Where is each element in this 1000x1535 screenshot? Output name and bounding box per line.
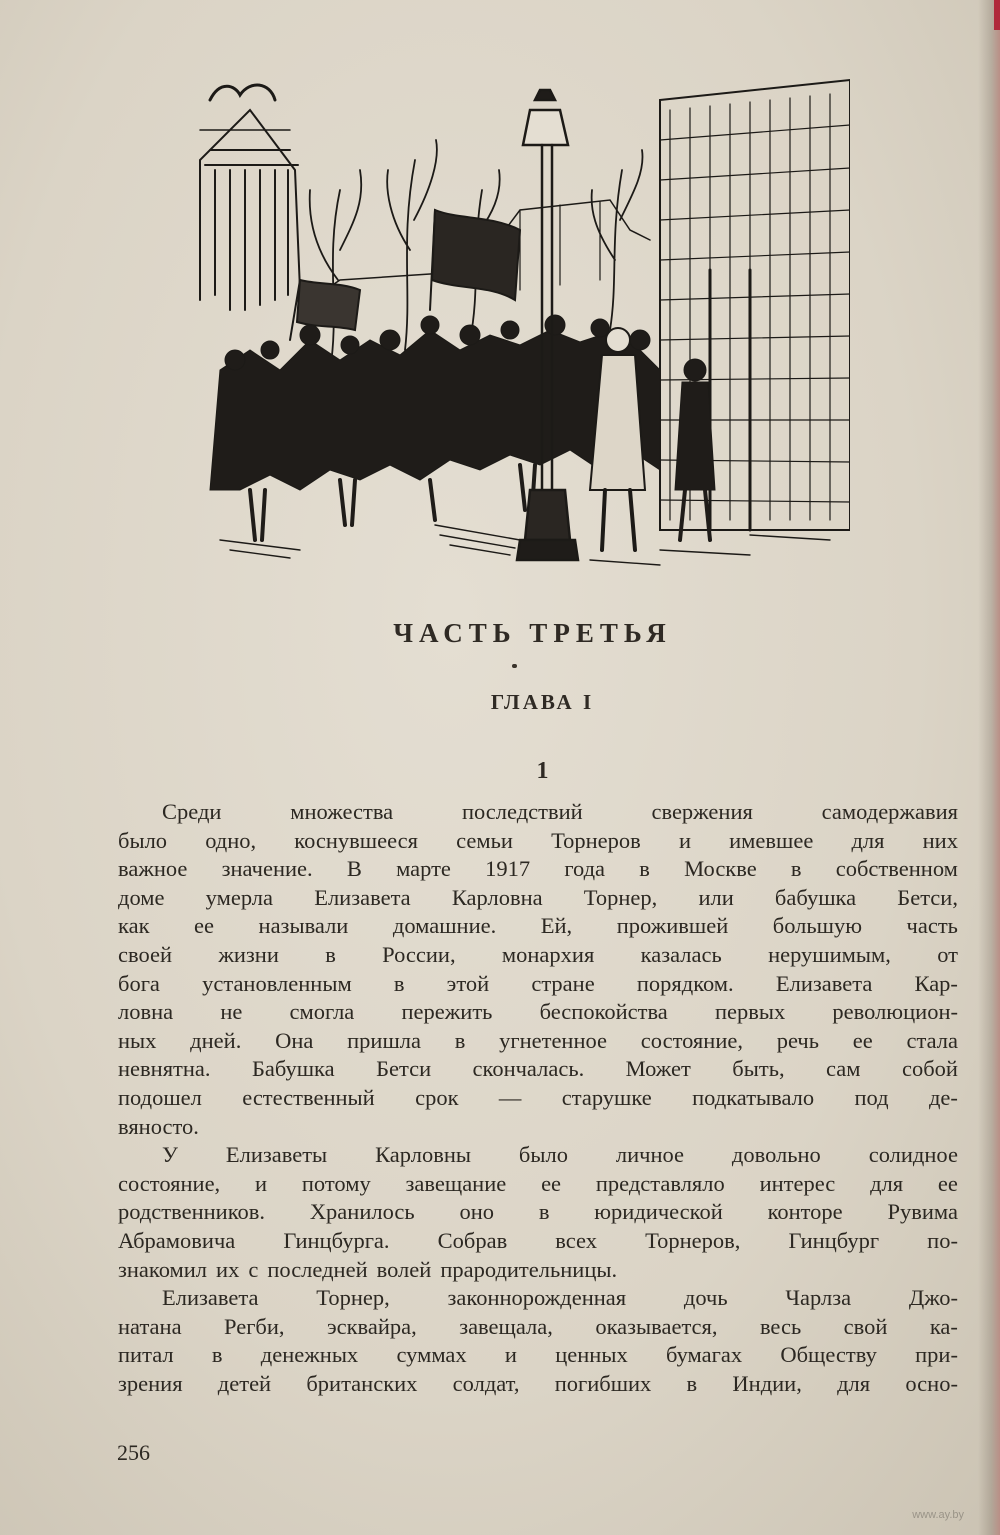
text-word: и <box>255 1170 268 1196</box>
text-word: собой <box>901 1056 958 1082</box>
text-word: в <box>538 1199 550 1225</box>
text-word: Торнер, <box>316 1285 390 1311</box>
text-word: срок <box>415 1084 459 1110</box>
text-word: своей <box>118 941 173 967</box>
street-demonstration-illustration <box>190 70 850 580</box>
text-line <box>118 1256 958 1285</box>
text-word: семьи <box>456 827 513 853</box>
text-word: было <box>518 1142 568 1168</box>
text-word: года <box>564 856 606 882</box>
text-word: как <box>118 913 150 939</box>
title-ornament-dot <box>512 664 517 668</box>
text-word: завещала, <box>459 1313 553 1339</box>
text-word: ловна <box>118 999 174 1025</box>
text-line <box>118 1170 958 1199</box>
text-word: при- <box>915 1342 958 1368</box>
text-word: В <box>346 856 362 882</box>
text-word: марте <box>396 856 451 882</box>
text-word: Москве <box>684 856 757 882</box>
text-word: для <box>870 1170 904 1196</box>
text-word: Торнер, <box>583 884 658 910</box>
text-word: большую <box>772 913 863 939</box>
text-word: Индии, <box>732 1370 802 1396</box>
text-word: Обществу <box>780 1342 877 1368</box>
text-word: России, <box>382 941 456 967</box>
text-word: умерла <box>205 884 274 910</box>
text-line <box>118 1055 958 1084</box>
text-word: солдат, <box>452 1370 520 1396</box>
text-word: прожившей <box>616 913 729 939</box>
text-word: Собрав <box>437 1227 508 1253</box>
text-word: родственников. <box>118 1199 266 1225</box>
text-word: домашние. <box>392 913 497 939</box>
text-word: под <box>854 1084 889 1110</box>
text-word: 1917 <box>485 856 531 882</box>
text-word: вяносто. <box>118 1113 199 1139</box>
text-word: Бетси, <box>897 884 958 910</box>
text-word: революцион- <box>832 999 958 1025</box>
text-word: Джо- <box>908 1285 958 1311</box>
text-word: значение. <box>221 856 313 882</box>
text-word: ее <box>852 1027 873 1053</box>
text-word: юридической <box>594 1199 723 1225</box>
text-word: оказывается, <box>595 1313 718 1339</box>
text-word: состояние, <box>118 1170 221 1196</box>
text-word: стала <box>906 1027 958 1053</box>
text-word: естественный <box>242 1084 375 1110</box>
text-word: завещание <box>405 1170 507 1196</box>
part-title: ЧАСТЬ ТРЕТЬЯ <box>393 618 672 648</box>
text-word: погибших <box>554 1370 652 1396</box>
text-word: них <box>922 827 958 853</box>
text-word: Елизаветы <box>225 1142 328 1168</box>
text-word: подкатывало <box>692 1084 815 1110</box>
text-word: солидное <box>868 1142 958 1168</box>
text-word: множества <box>290 799 394 824</box>
text-word: Может <box>625 1056 691 1082</box>
text-word: называли <box>258 913 349 939</box>
text-line <box>118 1370 958 1399</box>
text-word: прародительницы. <box>440 1256 618 1282</box>
text-word: ных <box>118 1027 157 1053</box>
building-left <box>200 85 300 310</box>
text-word: дней. <box>190 1027 242 1053</box>
text-word: пришла <box>347 1027 421 1053</box>
text-line <box>118 998 958 1027</box>
section-number: 1 <box>536 758 549 784</box>
page-number: 256 <box>117 1440 150 1465</box>
chapter-title: ГЛАВА I <box>490 690 595 714</box>
text-word: часть <box>906 913 958 939</box>
text-line <box>118 855 958 884</box>
text-word: ценных <box>555 1342 628 1368</box>
text-line <box>118 1027 958 1056</box>
text-word: Ей, <box>540 913 573 939</box>
text-word: последней <box>267 1256 368 1282</box>
text-word: Елизавета <box>162 1285 259 1311</box>
text-line <box>118 1227 958 1256</box>
text-word: важное <box>118 856 188 882</box>
text-line <box>118 970 958 999</box>
text-word: натана <box>118 1313 182 1339</box>
text-word: Гинцбурга. <box>283 1227 390 1253</box>
text-word: — <box>498 1084 522 1110</box>
text-word: и <box>504 1342 517 1368</box>
text-word: старушке <box>561 1084 652 1110</box>
text-word: Абрамовича <box>118 1227 236 1253</box>
text-word: свержения <box>651 799 753 824</box>
text-word: де- <box>928 1084 958 1110</box>
watermark: www.ay.by <box>912 1509 964 1521</box>
text-word: имевшее <box>729 827 814 853</box>
text-word: первых <box>714 999 786 1025</box>
text-word: установленным <box>202 970 352 996</box>
text-word: монархия <box>501 941 595 967</box>
text-word: Среди <box>162 799 222 824</box>
text-word: этой <box>446 970 490 996</box>
text-word: У <box>162 1142 178 1168</box>
text-word: Хранилось <box>309 1199 415 1225</box>
text-line <box>118 1313 958 1342</box>
text-word: было <box>118 827 168 853</box>
text-word: речь <box>776 1027 819 1053</box>
text-word: представляло <box>595 1170 725 1196</box>
text-word: всех <box>555 1227 597 1253</box>
text-line <box>118 941 958 970</box>
text-word: угнетенное <box>499 1027 608 1053</box>
text-line <box>118 1198 958 1227</box>
text-word: ее <box>541 1170 562 1196</box>
text-word: законнорожденная <box>447 1285 627 1311</box>
text-word: коснувшееся <box>294 827 418 853</box>
text-word: в <box>790 856 802 882</box>
text-word: Елизавета <box>775 970 873 996</box>
text-word: самодержавия <box>821 799 958 824</box>
text-word: для <box>851 827 885 853</box>
text-word: казалась <box>640 941 722 967</box>
text-word: Кар- <box>914 970 958 996</box>
text-word: денежных <box>260 1342 359 1368</box>
text-word: Бетси <box>376 1056 432 1082</box>
text-word: сам <box>826 1056 861 1082</box>
text-word: свой <box>843 1313 888 1339</box>
text-word: для <box>837 1370 871 1396</box>
text-word: по- <box>927 1227 958 1253</box>
text-word: Гинцбург <box>788 1227 880 1253</box>
text-word: суммах <box>396 1342 467 1368</box>
text-word: беспокойства <box>539 999 668 1025</box>
text-word: подошел <box>118 1084 202 1110</box>
text-word: Карловны <box>375 1142 471 1168</box>
text-word: Торнеров, <box>645 1227 741 1253</box>
text-word: эсквайра, <box>326 1313 417 1339</box>
text-word: Она <box>275 1027 314 1053</box>
text-word: доме <box>118 884 165 910</box>
text-word: питал <box>118 1342 174 1368</box>
text-word: оно <box>459 1199 495 1225</box>
text-word: скончалась. <box>472 1056 585 1082</box>
text-word: в <box>393 970 405 996</box>
text-word: быть, <box>732 1056 785 1082</box>
text-word: дочь <box>683 1285 728 1311</box>
text-word: бога <box>118 970 160 996</box>
text-word: Регби, <box>224 1313 285 1339</box>
text-line <box>118 1341 958 1370</box>
text-word: в <box>686 1370 698 1396</box>
text-word: ее <box>937 1170 958 1196</box>
text-word: не <box>220 999 243 1025</box>
text-word: стране <box>531 970 595 996</box>
text-word: их <box>216 1256 240 1282</box>
text-word: смогла <box>289 999 355 1025</box>
text-line <box>118 1141 958 1170</box>
text-word: Бабушка <box>251 1056 335 1082</box>
crowd <box>210 315 660 540</box>
text-word: пережить <box>401 999 493 1025</box>
cover-edge <box>994 0 1000 30</box>
text-word: потому <box>301 1170 371 1196</box>
text-word: интерес <box>759 1170 836 1196</box>
text-word: довольно <box>731 1142 821 1168</box>
text-word: Карловна <box>451 884 543 910</box>
text-word: Чарлза <box>785 1285 852 1311</box>
text-word: с <box>248 1256 259 1282</box>
text-word: британских <box>306 1370 418 1396</box>
text-line <box>118 1284 958 1313</box>
text-word: последствий <box>461 799 583 824</box>
text-word: конторе <box>767 1199 843 1225</box>
body-text <box>118 798 958 1398</box>
text-line <box>118 1113 958 1142</box>
text-word: нерушимым, <box>768 941 891 967</box>
text-word: ее <box>194 913 215 939</box>
text-word: жизни <box>218 941 279 967</box>
text-word: знакомил <box>118 1256 208 1282</box>
text-word: в <box>454 1027 466 1053</box>
text-word: Рувима <box>887 1199 958 1225</box>
text-line <box>118 827 958 856</box>
text-line <box>118 912 958 941</box>
text-word: Торнеров <box>551 827 641 853</box>
text-word: от <box>937 941 958 967</box>
text-line <box>118 1084 958 1113</box>
text-word: невнятна. <box>118 1056 211 1082</box>
text-word: ка- <box>929 1313 958 1339</box>
text-line <box>118 798 958 827</box>
text-word: весь <box>759 1313 802 1339</box>
text-word: собственном <box>835 856 958 882</box>
text-word: бабушка <box>774 884 857 910</box>
text-word: осно- <box>905 1370 958 1396</box>
text-line <box>118 884 958 913</box>
text-word: детей <box>217 1370 272 1396</box>
text-word: порядком. <box>636 970 734 996</box>
text-word: в <box>639 856 650 882</box>
text-word: состояние, <box>640 1027 743 1053</box>
text-word: и <box>678 827 691 853</box>
text-word: или <box>698 884 734 910</box>
text-word: Елизавета <box>314 884 411 910</box>
text-word: волей <box>376 1256 432 1282</box>
text-word: личное <box>615 1142 684 1168</box>
text-word: зрения <box>118 1370 183 1396</box>
text-word: в <box>325 941 336 967</box>
text-word: в <box>211 1342 223 1368</box>
text-word: бумагах <box>665 1342 743 1368</box>
text-word: одно, <box>205 827 257 853</box>
